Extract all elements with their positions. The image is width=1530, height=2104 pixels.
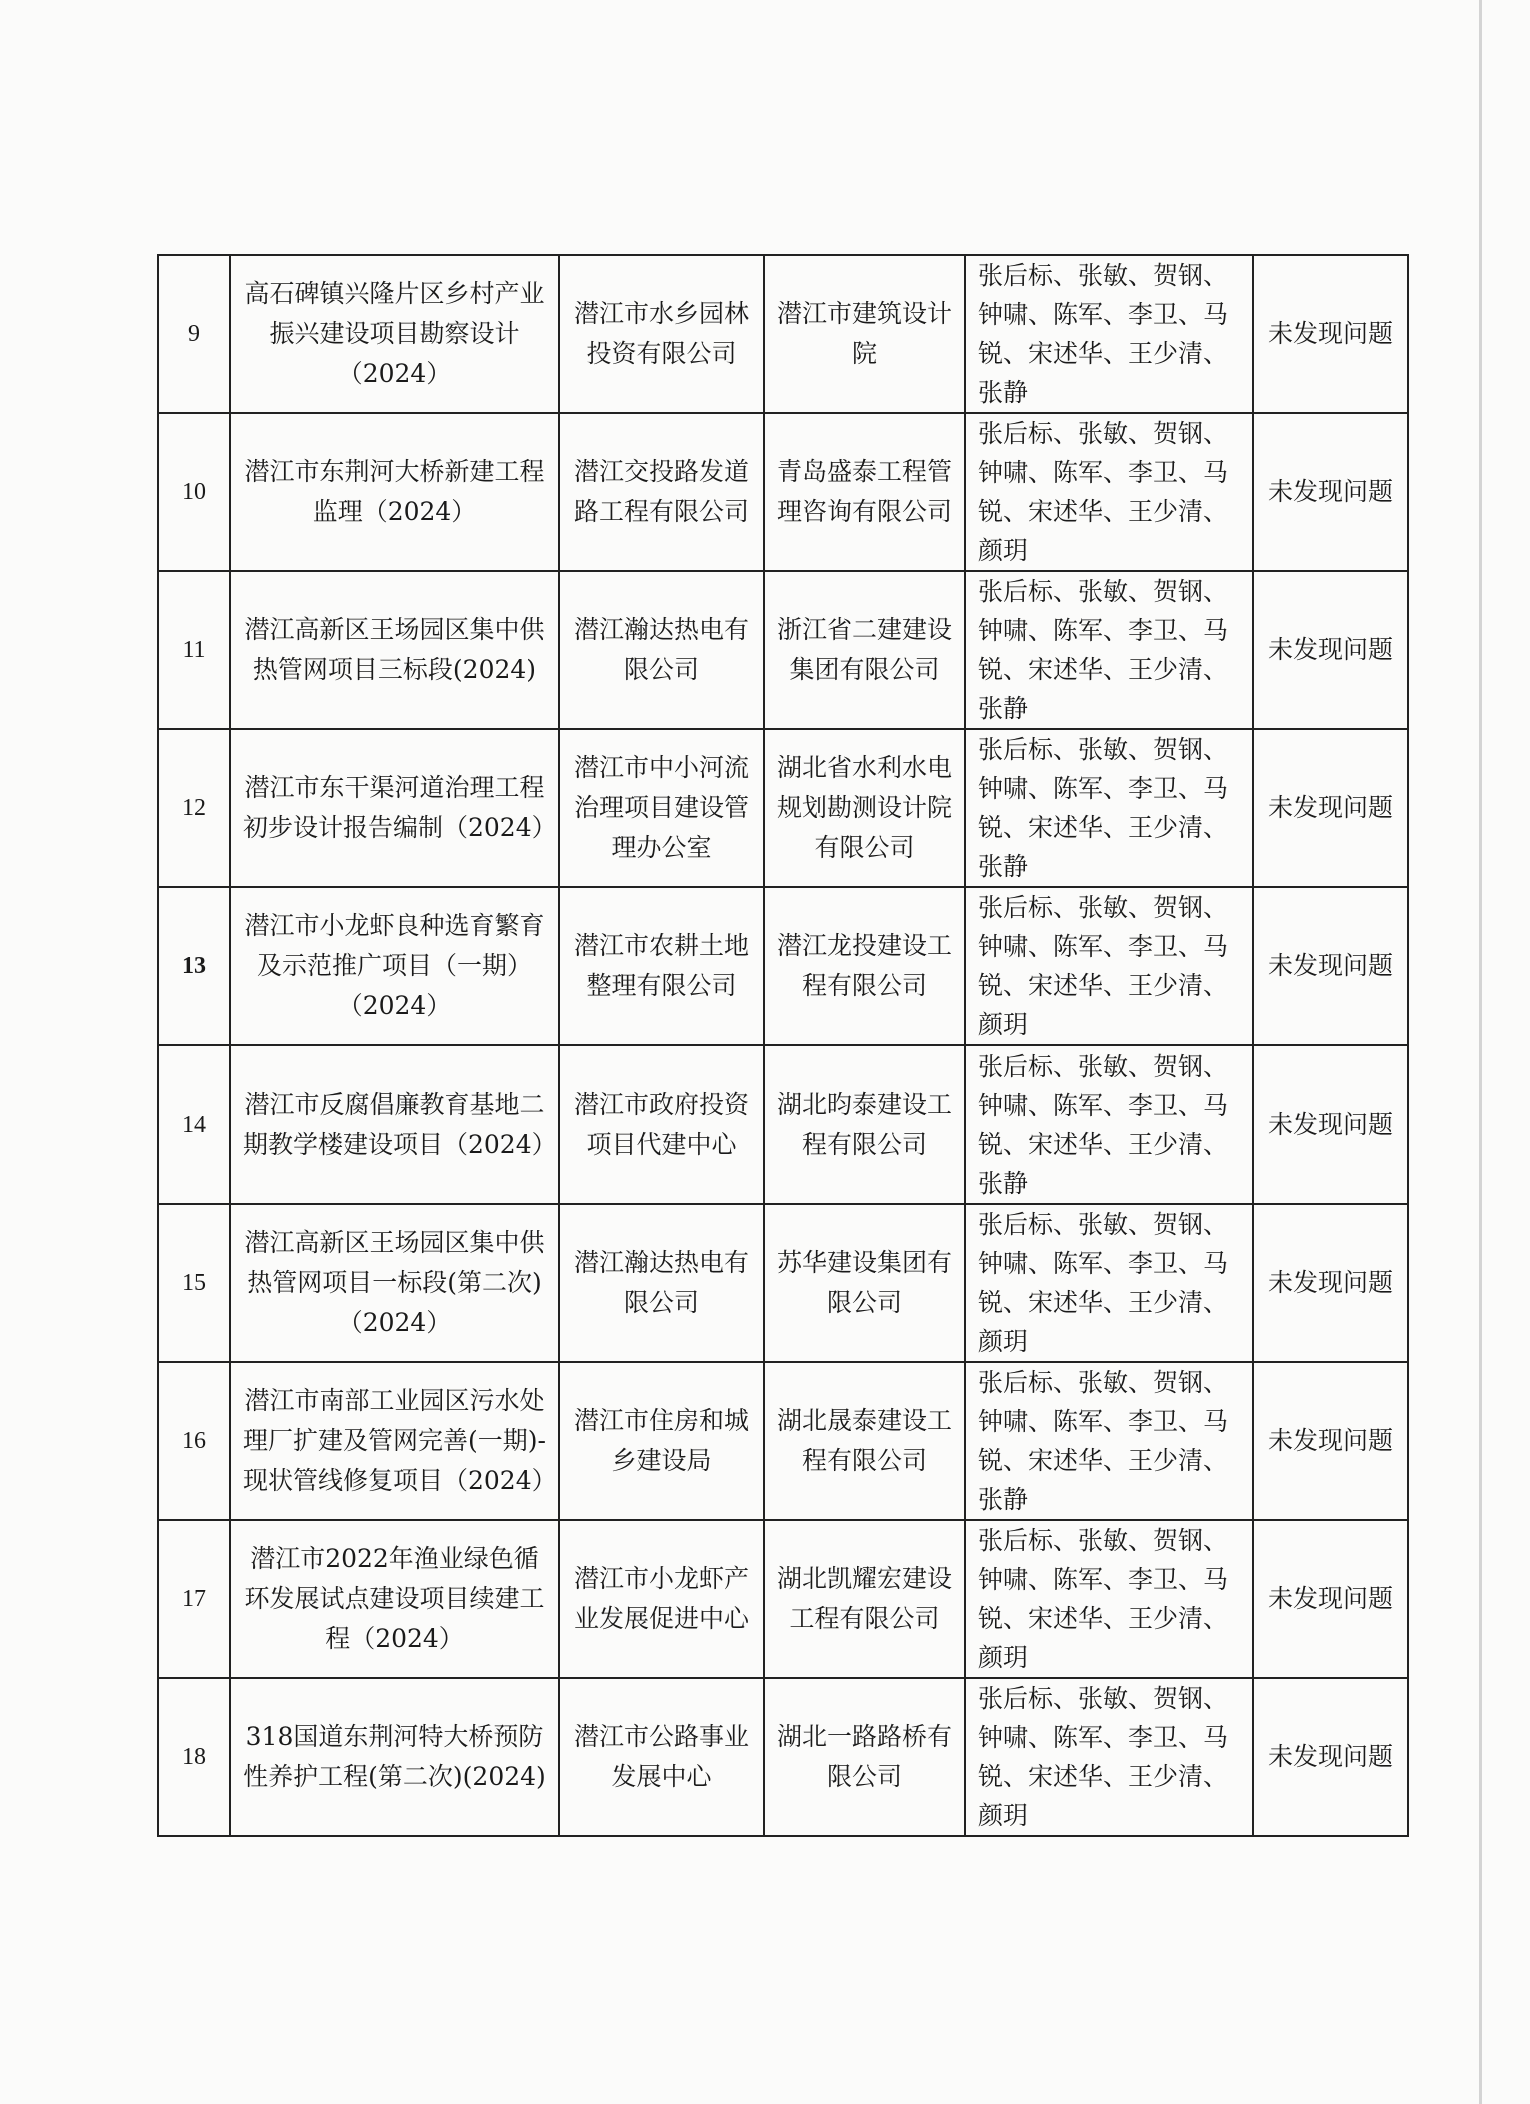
project-name: 潜江高新区王场园区集中供热管网项目三标段(2024) [230, 571, 559, 729]
row-number: 18 [158, 1678, 230, 1836]
inspection-staff: 张后标、张敏、贺钢、钟啸、陈军、李卫、马锐、宋述华、王少清、颜玥 [965, 1520, 1253, 1678]
inspection-result: 未发现问题 [1253, 1362, 1408, 1520]
table-row [158, 1362, 1408, 1520]
inspection-staff: 张后标、张敏、贺钢、钟啸、陈军、李卫、马锐、宋述华、王少清、颜玥 [965, 887, 1253, 1045]
table-row [158, 1520, 1408, 1678]
project-name: 318国道东荆河特大桥预防性养护工程(第二次)(2024) [230, 1678, 559, 1836]
contractor-unit: 湖北一路路桥有限公司 [764, 1678, 965, 1836]
inspection-result: 未发现问题 [1253, 887, 1408, 1045]
inspection-result: 未发现问题 [1253, 413, 1408, 571]
table-row [158, 1045, 1408, 1203]
owner-unit: 潜江市公路事业发展中心 [559, 1678, 764, 1836]
owner-unit: 潜江市中小河流治理项目建设管理办公室 [559, 729, 764, 887]
contractor-unit: 浙江省二建建设集团有限公司 [764, 571, 965, 729]
project-name: 潜江市2022年渔业绿色循环发展试点建设项目续建工程（2024） [230, 1520, 559, 1678]
inspection-staff: 张后标、张敏、贺钢、钟啸、陈军、李卫、马锐、宋述华、王少清、张静 [965, 1362, 1253, 1520]
owner-unit: 潜江市政府投资项目代建中心 [559, 1045, 764, 1203]
table-row [158, 729, 1408, 887]
table-row [158, 1204, 1408, 1362]
inspection-staff: 张后标、张敏、贺钢、钟啸、陈军、李卫、马锐、宋述华、王少清、张静 [965, 1045, 1253, 1203]
project-name: 潜江市南部工业园区污水处理厂扩建及管网完善(一期)-现状管线修复项目（2024） [230, 1362, 559, 1520]
inspection-result: 未发现问题 [1253, 1678, 1408, 1836]
row-number: 11 [158, 571, 230, 729]
owner-unit: 潜江市小龙虾产业发展促进中心 [559, 1520, 764, 1678]
inspection-staff: 张后标、张敏、贺钢、钟啸、陈军、李卫、马锐、宋述华、王少清、张静 [965, 729, 1253, 887]
inspection-staff: 张后标、张敏、贺钢、钟啸、陈军、李卫、马锐、宋述华、王少清、张静 [965, 571, 1253, 729]
project-name: 潜江高新区王场园区集中供热管网项目一标段(第二次)（2024） [230, 1204, 559, 1362]
owner-unit: 潜江市住房和城乡建设局 [559, 1362, 764, 1520]
inspection-result: 未发现问题 [1253, 729, 1408, 887]
inspection-results-table [157, 254, 1409, 1837]
contractor-unit: 湖北省水利水电规划勘测设计院有限公司 [764, 729, 965, 887]
row-number: 15 [158, 1204, 230, 1362]
project-name: 潜江市东干渠河道治理工程初步设计报告编制（2024） [230, 729, 559, 887]
contractor-unit: 潜江龙投建设工程有限公司 [764, 887, 965, 1045]
inspection-staff: 张后标、张敏、贺钢、钟啸、陈军、李卫、马锐、宋述华、王少清、颜玥 [965, 1678, 1253, 1836]
owner-unit: 潜江交投路发道路工程有限公司 [559, 413, 764, 571]
inspection-result: 未发现问题 [1253, 571, 1408, 729]
row-number: 16 [158, 1362, 230, 1520]
table-row [158, 887, 1408, 1045]
contractor-unit: 潜江市建筑设计院 [764, 255, 965, 413]
table-row [158, 1678, 1408, 1836]
table-row [158, 571, 1408, 729]
inspection-staff: 张后标、张敏、贺钢、钟啸、陈军、李卫、马锐、宋述华、王少清、颜玥 [965, 413, 1253, 571]
owner-unit: 潜江市农耕土地整理有限公司 [559, 887, 764, 1045]
project-name: 潜江市东荆河大桥新建工程监理（2024） [230, 413, 559, 571]
contractor-unit: 湖北晟泰建设工程有限公司 [764, 1362, 965, 1520]
contractor-unit: 青岛盛泰工程管理咨询有限公司 [764, 413, 965, 571]
row-number: 10 [158, 413, 230, 571]
inspection-staff: 张后标、张敏、贺钢、钟啸、陈军、李卫、马锐、宋述华、王少清、张静 [965, 255, 1253, 413]
owner-unit: 潜江瀚达热电有限公司 [559, 1204, 764, 1362]
contractor-unit: 湖北凯耀宏建设工程有限公司 [764, 1520, 965, 1678]
row-number: 9 [158, 255, 230, 413]
row-number: 14 [158, 1045, 230, 1203]
inspection-staff: 张后标、张敏、贺钢、钟啸、陈军、李卫、马锐、宋述华、王少清、颜玥 [965, 1204, 1253, 1362]
contractor-unit: 湖北昀泰建设工程有限公司 [764, 1045, 965, 1203]
inspection-result: 未发现问题 [1253, 255, 1408, 413]
row-number: 12 [158, 729, 230, 887]
inspection-result: 未发现问题 [1253, 1204, 1408, 1362]
table-row [158, 255, 1408, 413]
page-edge [1479, 0, 1482, 2104]
project-name: 高石碑镇兴隆片区乡村产业振兴建设项目勘察设计（2024） [230, 255, 559, 413]
project-name: 潜江市反腐倡廉教育基地二期教学楼建设项目（2024） [230, 1045, 559, 1203]
owner-unit: 潜江市水乡园林投资有限公司 [559, 255, 764, 413]
contractor-unit: 苏华建设集团有限公司 [764, 1204, 965, 1362]
row-number: 17 [158, 1520, 230, 1678]
row-number: 13 [158, 887, 230, 1045]
inspection-result: 未发现问题 [1253, 1520, 1408, 1678]
project-name: 潜江市小龙虾良种选育繁育及示范推广项目（一期）（2024） [230, 887, 559, 1045]
table-row [158, 413, 1408, 571]
owner-unit: 潜江瀚达热电有限公司 [559, 571, 764, 729]
inspection-result: 未发现问题 [1253, 1045, 1408, 1203]
